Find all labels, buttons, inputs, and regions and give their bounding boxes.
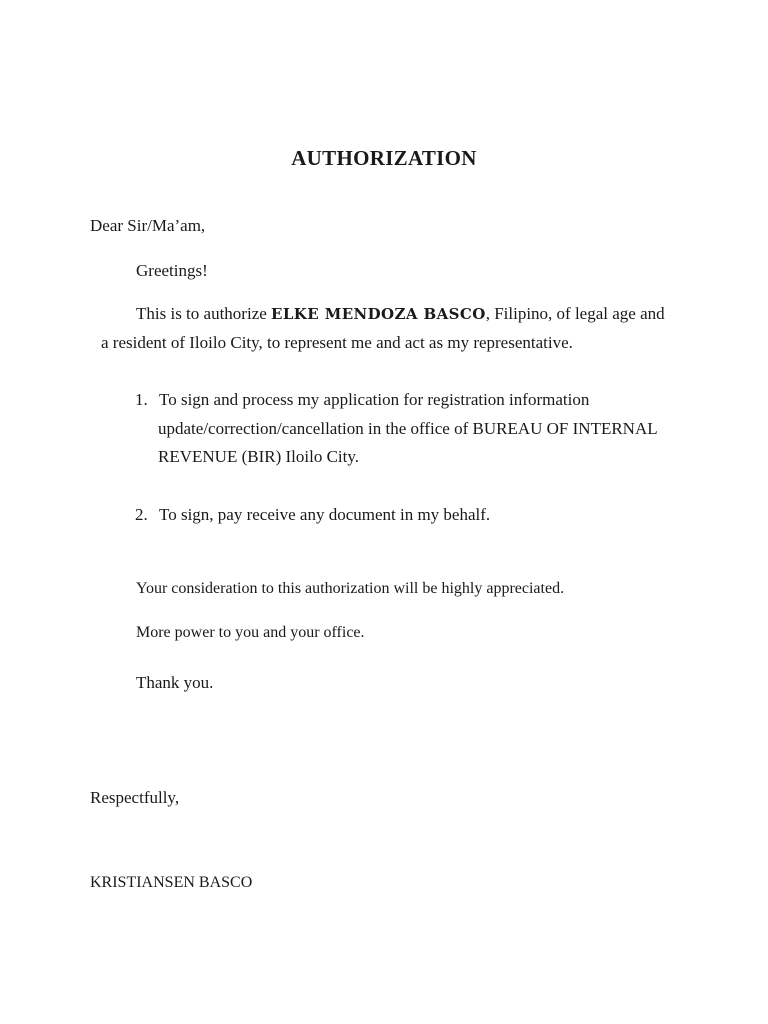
list-item-number: 2. — [135, 505, 148, 524]
list-item-line: update/correction/cancellation in the office of BUREAU OF INTERNAL — [158, 419, 658, 438]
representative-name: ELKE MENDOZA BASCO — [271, 305, 486, 323]
greeting: Greetings! — [136, 261, 208, 280]
consideration-line: Your consideration to this authorization will be highly appreciated. — [136, 580, 565, 597]
list-item-line: To sign, pay receive any document in my behalf. — [159, 505, 491, 524]
thank-you-line: Thank you. — [136, 673, 214, 692]
signatory-name: KRISTIANSEN BASCO — [90, 874, 253, 891]
authorize-suffix: , Filipino, of legal age and — [485, 304, 665, 323]
authorize-prefix: This is to authorize — [136, 304, 272, 323]
more-power-line: More power to you and your office. — [136, 624, 365, 641]
salutation: Dear Sir/Ma’am, — [90, 216, 206, 235]
closing: Respectfully, — [90, 788, 180, 807]
document-title: AUTHORIZATION — [291, 146, 477, 170]
list-item-number: 1. — [135, 390, 148, 409]
list-item-line: To sign and process my application for registration information — [159, 390, 590, 409]
authorization-paragraph-line-1 — [136, 304, 665, 324]
list-item-line: REVENUE (BIR) Iloilo City. — [158, 447, 359, 466]
authorization-paragraph-line-2: a resident of Iloilo City, to represent me and act as my representative. — [101, 333, 573, 352]
